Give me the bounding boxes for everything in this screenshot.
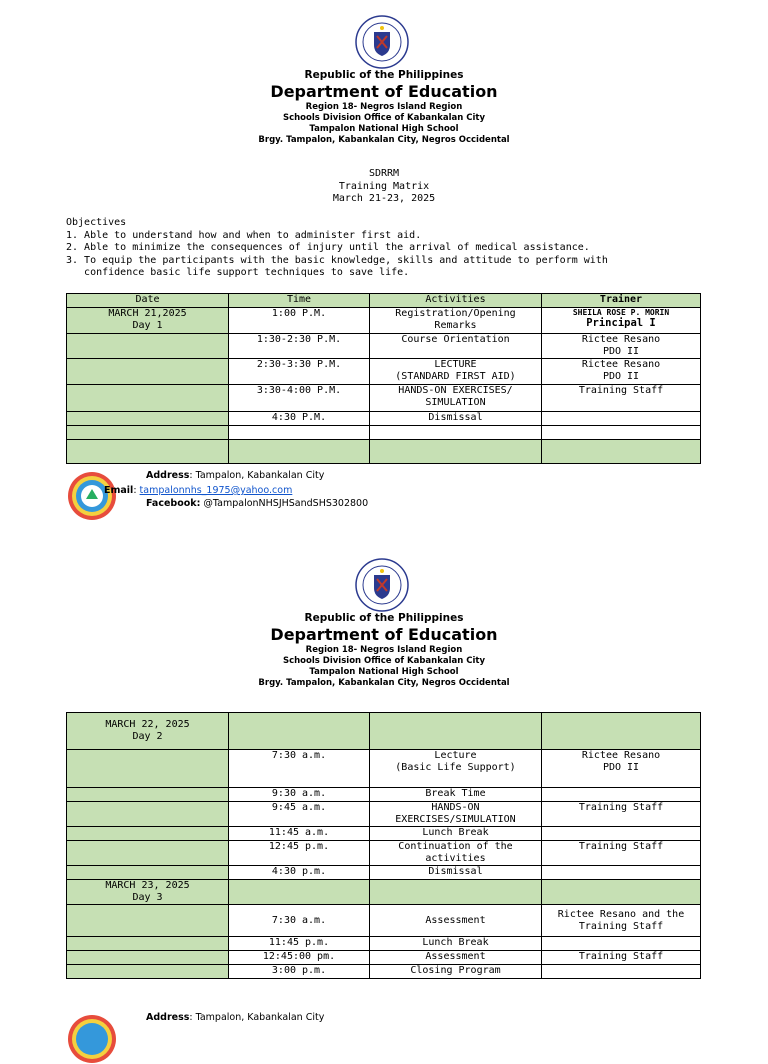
date-cell: MARCH 21,2025 Day 1 — [67, 308, 229, 334]
date-cell — [67, 412, 229, 426]
trainer-cell — [542, 866, 701, 880]
school-address-line: Brgy. Tampalon, Kabankalan City, Negros Occidental — [258, 678, 510, 688]
date-cell — [67, 788, 229, 802]
objective-item: 1. Able to understand how and when to administer first aid. — [66, 229, 422, 241]
activity-cell: Closing Program — [370, 965, 542, 979]
activity-cell: Dismissal — [370, 866, 542, 880]
time-cell: 12:45 p.m. — [229, 841, 370, 866]
trainer-cell — [542, 965, 701, 979]
table-row — [67, 426, 701, 440]
table-row — [67, 750, 701, 788]
table-row — [67, 308, 701, 334]
trainer-cell: Training Staff — [542, 951, 701, 965]
objective-item: 3. To equip the participants with the basic knowledge, skills and attitude to perform with — [66, 254, 608, 266]
time-cell: 4:30 P.M. — [229, 412, 370, 426]
trainer-cell — [542, 880, 701, 905]
facebook-label: Facebook: — [146, 498, 201, 509]
time-header: Time — [229, 294, 370, 308]
table-row — [67, 841, 701, 866]
region-line: Region 18- Negros Island Region — [305, 102, 463, 112]
time-cell: 3:30-4:00 P.M. — [229, 385, 370, 412]
deped-seal-icon — [355, 15, 409, 69]
trainer-cell: Rictee Resano PDO II — [542, 359, 701, 385]
trainer-cell — [542, 937, 701, 951]
department-heading: Department of Education — [270, 82, 498, 101]
time-cell: 1:00 P.M. — [229, 308, 370, 334]
date-cell — [67, 334, 229, 359]
trainer-cell: Training Staff — [542, 841, 701, 866]
trainer-cell: Training Staff — [542, 802, 701, 827]
trainer-header: Trainer — [542, 294, 701, 308]
trainer-cell: Rictee Resano PDO II — [542, 334, 701, 359]
trainer-cell: Training Staff — [542, 385, 701, 412]
table-header-row — [67, 294, 701, 308]
date-cell: MARCH 23, 2025 Day 3 — [67, 880, 229, 905]
address-label: Address — [146, 470, 190, 481]
objectives-heading: Objectives — [66, 217, 127, 228]
time-cell: 7:30 a.m. — [229, 750, 370, 788]
date-cell — [67, 426, 229, 440]
table-row — [67, 334, 701, 359]
time-cell — [229, 440, 370, 464]
address-label: Address — [146, 1012, 190, 1023]
doc-title-matrix: Training Matrix — [338, 180, 430, 192]
division-line: Schools Division Office of Kabankalan City — [282, 656, 486, 666]
time-cell: 9:45 a.m. — [229, 802, 370, 827]
date-cell — [67, 802, 229, 827]
date-cell — [67, 951, 229, 965]
trainer-cell — [542, 440, 701, 464]
table-row — [67, 965, 701, 979]
doc-title-dates: March 21-23, 2025 — [332, 193, 436, 204]
table-row — [67, 937, 701, 951]
facebook-value: @TampalonNHSJHSandSHS302800 — [200, 498, 369, 509]
email-label: Email — [104, 485, 134, 496]
school-logo-icon — [67, 1014, 117, 1064]
time-cell: 9:30 a.m. — [229, 788, 370, 802]
activity-cell: Continuation of the activities — [370, 841, 542, 866]
table-row — [67, 359, 701, 385]
time-cell: 3:00 p.m. — [229, 965, 370, 979]
department-heading: Department of Education — [270, 625, 498, 644]
activity-cell: Registration/Opening Remarks — [370, 308, 542, 334]
activity-cell: HANDS-ON EXERCISES/SIMULATION — [370, 802, 542, 827]
table-row — [67, 802, 701, 827]
date-cell — [67, 827, 229, 841]
date-cell — [67, 965, 229, 979]
table-row — [67, 713, 701, 750]
date-cell — [67, 359, 229, 385]
table-row — [67, 827, 701, 841]
activity-cell: Break Time — [370, 788, 542, 802]
activity-cell: LECTURE (STANDARD FIRST AID) — [370, 359, 542, 385]
trainer-cell — [542, 827, 701, 841]
school-address-line: Brgy. Tampalon, Kabankalan City, Negros Occidental — [258, 135, 510, 145]
training-matrix-day1-table — [66, 293, 701, 464]
activity-cell: Course Orientation — [370, 334, 542, 359]
time-cell: 4:30 p.m. — [229, 866, 370, 880]
activity-cell — [370, 440, 542, 464]
region-line: Region 18- Negros Island Region — [305, 645, 463, 655]
table-row — [67, 880, 701, 905]
date-cell — [67, 750, 229, 788]
republic-heading: Republic of the Philippines — [304, 612, 464, 624]
time-cell — [229, 713, 370, 750]
address-value: : Tampalon, Kabankalan City — [189, 1012, 325, 1023]
date-cell — [67, 866, 229, 880]
date-cell — [67, 905, 229, 937]
table-row — [67, 951, 701, 965]
school-line: Tampalon National High School — [309, 667, 459, 677]
time-cell — [229, 426, 370, 440]
activity-cell: Lunch Break — [370, 827, 542, 841]
division-line: Schools Division Office of Kabankalan City — [282, 113, 486, 123]
trainer-cell — [542, 788, 701, 802]
deped-seal-icon — [355, 558, 409, 612]
activities-header: Activities — [370, 294, 542, 308]
time-cell: 11:45 p.m. — [229, 937, 370, 951]
training-matrix-day2-3-table — [66, 712, 701, 979]
objectives-section — [66, 217, 706, 280]
time-cell: 11:45 a.m. — [229, 827, 370, 841]
table-row — [67, 385, 701, 412]
time-cell: 12:45:00 pm. — [229, 951, 370, 965]
activity-cell — [370, 426, 542, 440]
school-logo-icon — [67, 471, 117, 521]
table-row — [67, 866, 701, 880]
trainer-cell — [542, 426, 701, 440]
activity-cell: Assessment — [370, 905, 542, 937]
date-cell: MARCH 22, 2025 Day 2 — [67, 713, 229, 750]
activity-cell — [370, 880, 542, 905]
doc-title-sdrrm: SDRRM — [368, 168, 400, 179]
activity-cell: Lunch Break — [370, 937, 542, 951]
date-header: Date — [67, 294, 229, 308]
activity-cell — [370, 713, 542, 750]
trainer-cell: SHEILA ROSE P. MORIN Principal I — [542, 308, 701, 334]
objective-item: 2. Able to minimize the consequences of injury until the arrival of medical assistance. — [66, 242, 590, 253]
table-row — [67, 412, 701, 426]
table-row — [67, 440, 701, 464]
activity-cell: HANDS-ON EXERCISES/ SIMULATION — [370, 385, 542, 412]
time-cell: 2:30-3:30 P.M. — [229, 359, 370, 385]
date-cell — [67, 937, 229, 951]
table-row — [67, 788, 701, 802]
date-cell — [67, 841, 229, 866]
trainer-cell — [542, 412, 701, 426]
trainer-cell — [542, 713, 701, 750]
date-cell — [67, 385, 229, 412]
objective-item: confidence basic life support techniques to save life. — [66, 267, 410, 278]
activity-cell: Assessment — [370, 951, 542, 965]
time-cell: 1:30-2:30 P.M. — [229, 334, 370, 359]
table-row — [67, 905, 701, 937]
school-line: Tampalon National High School — [309, 124, 459, 134]
trainer-cell: Rictee Resano and the Training Staff — [542, 905, 701, 937]
activity-cell: Dismissal — [370, 412, 542, 426]
address-value: : Tampalon, Kabankalan City — [189, 470, 325, 481]
time-cell: 7:30 a.m. — [229, 905, 370, 937]
trainer-cell: Rictee Resano PDO II — [542, 750, 701, 788]
activity-cell: Lecture (Basic Life Support) — [370, 750, 542, 788]
email-link[interactable]: tampalonnhs_1975@yahoo.com — [139, 485, 293, 496]
republic-heading: Republic of the Philippines — [304, 69, 464, 81]
date-cell — [67, 440, 229, 464]
time-cell — [229, 880, 370, 905]
